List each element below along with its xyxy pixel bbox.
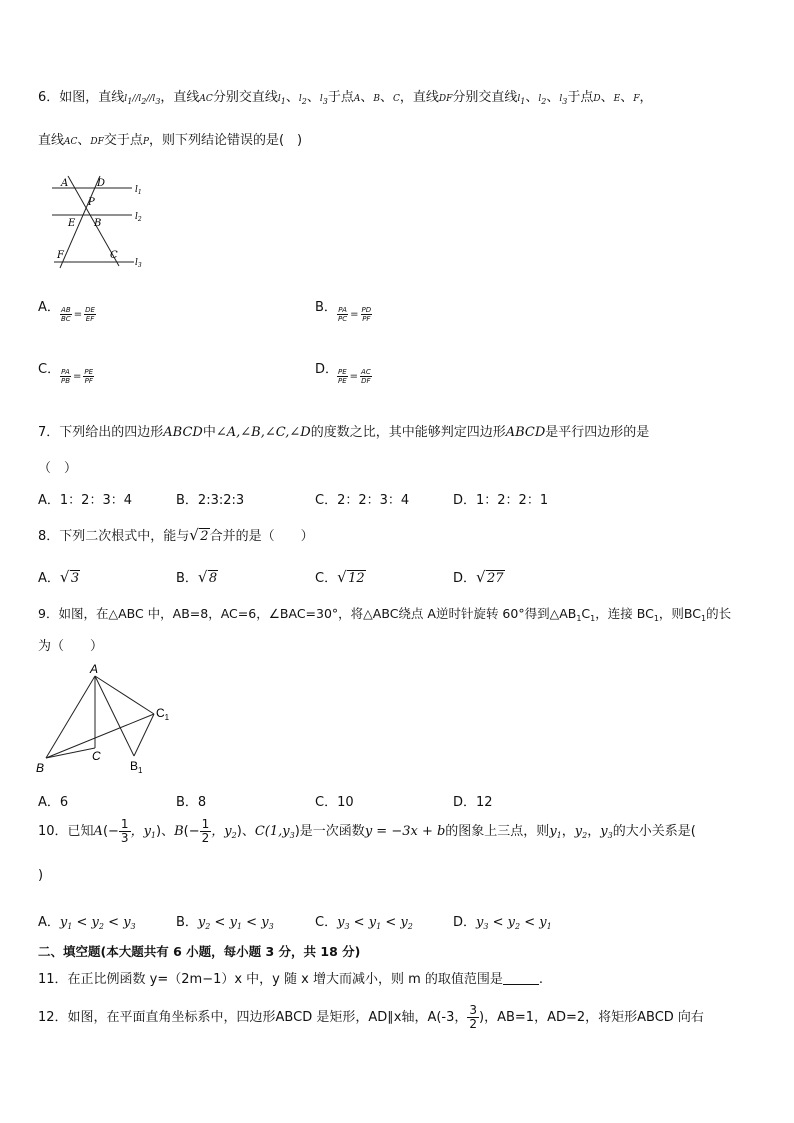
q9-figure — [34, 660, 184, 778]
sqrt-2: √ 2 — [189, 526, 209, 544]
fig6-label-B: B — [94, 218, 102, 229]
fig9-label-C: C — [92, 749, 101, 763]
q10-close: ) — [38, 868, 44, 883]
fig6-label-D: D — [97, 178, 106, 189]
q6-option-b: B． — [315, 300, 337, 315]
q6-option-b-formula: $\frac{PA}{PC}$ = $\frac{PD}{PF}$ — [338, 306, 372, 323]
section-2-heading: 二、填空题(本大题共有 6 小题，每小题 3 分，共 18 分) — [38, 944, 361, 959]
q9-option-d: D．12 — [453, 795, 493, 810]
fig6-label-A: A — [61, 178, 69, 189]
q11-line: 11．在正比例函数 y=（2m−1）x 中，y 随 x 增大而减小，则 m 的取值范围是 . — [38, 972, 544, 987]
seg-B1C1 — [134, 714, 154, 756]
fig6-label-l1: $l_1$ — [135, 185, 142, 196]
q10-option-c: C．$y_3 < y_1 < y_2$ — [315, 915, 413, 931]
q9-line1: 9．如图，在△ABC 中，AB=8，AC=6，∠BAC=30°，将△ABC绕点 A逆时针旋转 60°得到$\triangle AB_1C_1$，连接 $BC_1$，则$BC_1$的长 — [38, 606, 732, 623]
seg-BC — [46, 748, 95, 758]
q7-option-b: B．2:3:2:3 — [176, 493, 245, 508]
seg-AB — [46, 676, 95, 758]
q10-option-a: A．$y_1 < y_2 < y_3$ — [38, 915, 136, 931]
fig6-label-E: E — [68, 218, 76, 229]
q7-option-a: A．1：2：3：4 — [38, 493, 132, 508]
q8-line1: 8．下列二次根式中，能与 √ 2合并的是（ ） — [38, 526, 314, 544]
q6-option-d: D． — [315, 362, 339, 377]
q6-line2: 直线AC、DF交于点P，则下列结论错误的是( ) — [38, 133, 303, 148]
fig6-label-F: F — [57, 250, 64, 261]
q6-option-a-formula: $\frac{AB}{BC}$ = $\frac{DE}{EF}$ — [61, 306, 95, 323]
q8-option-d: D． √ 27 — [453, 568, 504, 586]
q7-paren: （ ） — [38, 461, 78, 476]
q6-line1: 6．如图，直线$l_1//l_2//l_3$，直线AC分别交直线$l_1$、$l_2$、$l_3$于点A、B、C，直线DF分别交直线$l_1$、$l_2$、$l_3$于点D、E、F， — [38, 90, 653, 106]
q6-option-d-formula: $\frac{PE}{PE}$ = $\frac{AC}{DF}$ — [338, 368, 371, 385]
fig6-label-l2: $l_2$ — [135, 212, 142, 223]
q10-option-d: D．$y_3 < y_2 < y_1$ — [453, 915, 552, 931]
fig6-label-l3: $l_3$ — [135, 258, 142, 269]
q7-line1: 7．下列给出的四边形ABCD中∠A,∠B,∠C,∠D的度数之比，其中能够判定四边形ABCD是平行四边形的是 — [38, 425, 650, 440]
fig9-label-B: B — [36, 761, 45, 775]
q10-option-b: B．$y_2 < y_1 < y_3$ — [176, 915, 274, 931]
fig6-label-P: P — [88, 197, 95, 208]
fig6-label-C: C — [110, 250, 118, 261]
q9-option-b: B．8 — [176, 795, 207, 810]
q9-line2: 为（ ） — [38, 639, 104, 654]
q12-line: 12．如图，在平面直角坐标系中，四边形ABCD 是矩形，AD∥x轴，A(-3， $\frac{3}{2}$ )，AB=1，AD=2，将矩形ABCD 向右 — [38, 1003, 704, 1031]
fig9-label-C1: $C_1$ — [156, 706, 170, 722]
q6-option-c-formula: $\frac{PA}{PB}$ = $\frac{PE}{PF}$ — [61, 368, 94, 385]
q9-option-c: C．10 — [315, 795, 354, 810]
q7-option-d: D．1：2：2：1 — [453, 493, 549, 508]
q6-number: 6． — [38, 90, 60, 105]
q6-option-a: A． — [38, 300, 60, 315]
answer-blank[interactable] — [503, 972, 539, 985]
q8-option-c: C． √ 12 — [315, 568, 365, 586]
q8-option-b: B． √ 8 — [176, 568, 218, 586]
q6-option-c: C． — [38, 362, 61, 377]
fig9-label-A: A — [90, 662, 99, 676]
q10-line1: 10．已知A(− $\frac{1}{3}$ ，$y_1$)、B(− $\frac{1}{2}$ ，$y_2$)、$C(1,y_3)$是一次函数y = −3x + b的图象上三点，则$y_1$，$y_2$，$y_3$的大小关系是( — [38, 817, 696, 845]
q6-figure — [44, 172, 154, 272]
q9-option-a: A．6 — [38, 795, 69, 810]
fig9-label-B1: $B_1$ — [130, 759, 143, 775]
q7-option-c: C．2：2：3：4 — [315, 493, 410, 508]
q8-option-a: A． √ 3 — [38, 568, 80, 586]
